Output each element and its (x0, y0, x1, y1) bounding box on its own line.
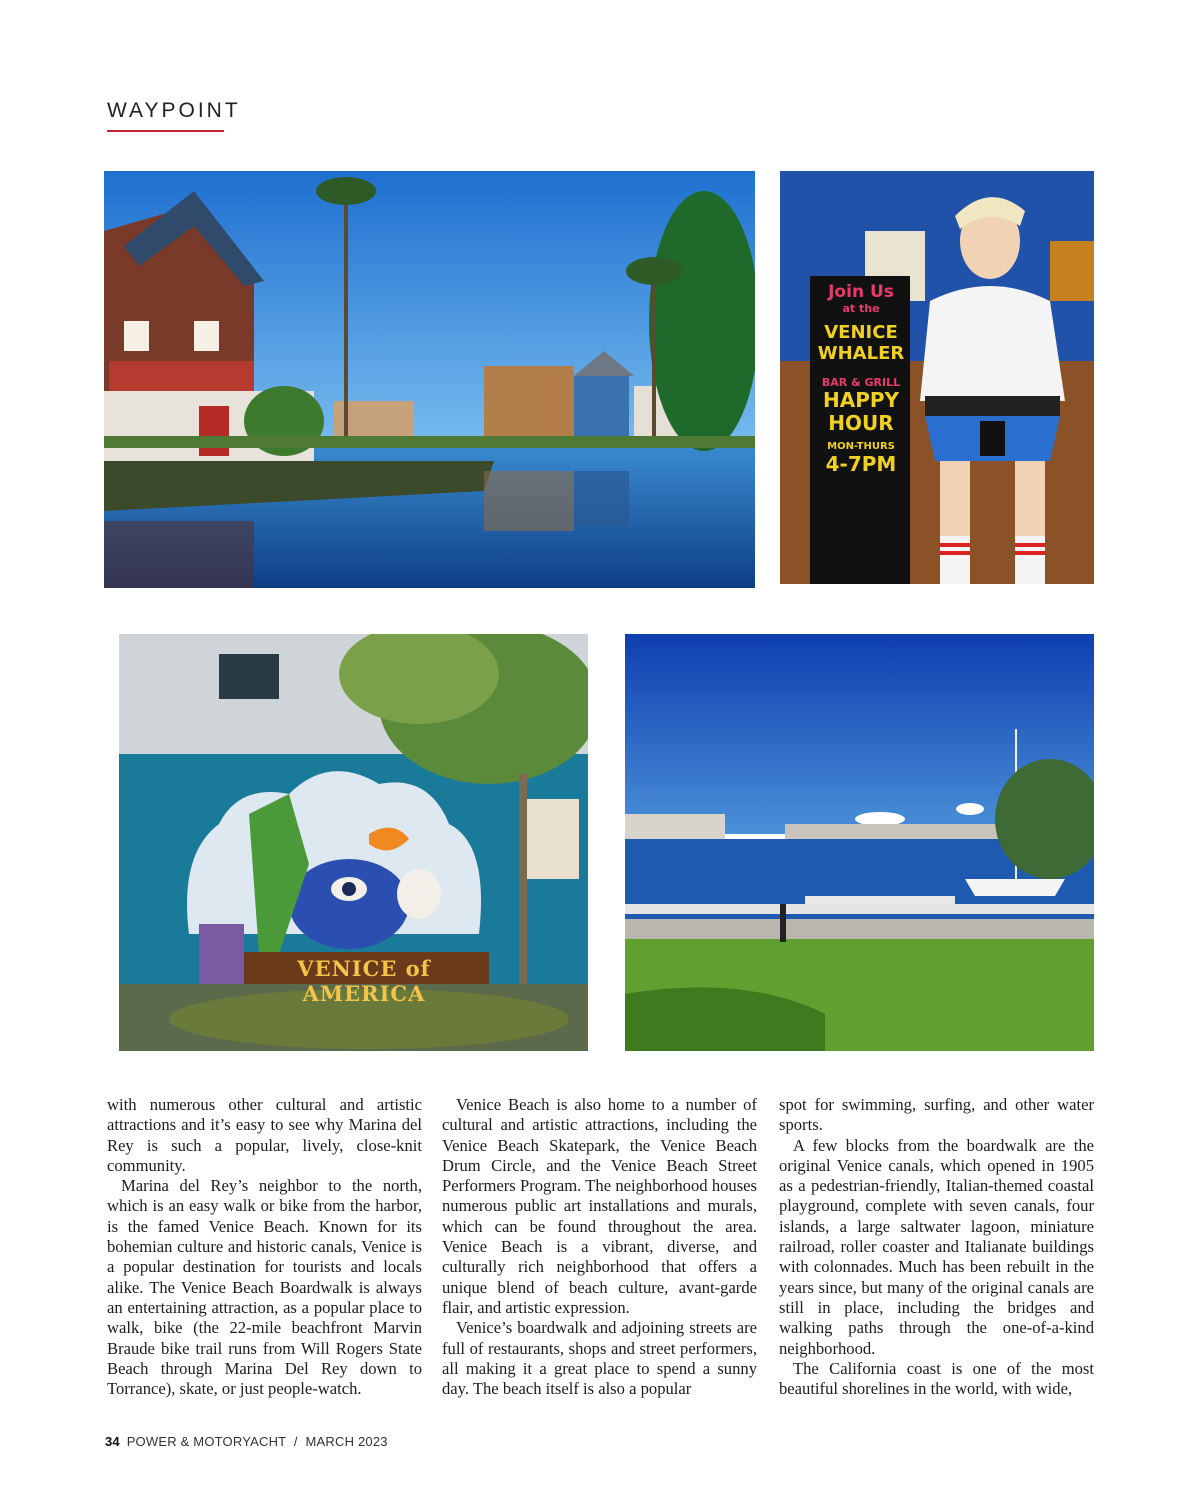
whaler-sign (816, 283, 906, 476)
photo-venice-canals (104, 171, 755, 588)
sign-line: WHALER (817, 342, 905, 364)
article-column-2 (442, 1095, 757, 1399)
photo-venice-mural (119, 634, 588, 1051)
sign-line: Join Us (828, 282, 894, 302)
sign-line: 4-7PM (825, 451, 897, 476)
section-label: WAYPOINT (107, 99, 241, 122)
article-column-1 (107, 1095, 422, 1399)
sign-line: HOUR (828, 411, 894, 436)
sign-line: MON-THURS (827, 441, 895, 453)
paragraph: spot for swimming, surfing, and other water sports. (779, 1095, 1094, 1135)
paragraph: Venice’s boardwalk and adjoining streets are full of restaurants, shops and street performers, all making it a great place to spend a sunny day. The beach itself is also a popular (442, 1318, 757, 1399)
issue-date: MARCH 2023 (305, 1434, 388, 1449)
sign-line: VENICE (824, 322, 898, 344)
sign-line: HAPPY (822, 388, 899, 413)
photo-marina-harbor (625, 634, 1094, 1051)
page-number: 34 (105, 1434, 120, 1449)
section-rule (107, 130, 224, 132)
publication-name: POWER & MOTORYACHT (126, 1434, 287, 1449)
mural-text: VENICE of AMERICA (297, 956, 431, 1006)
paragraph: Venice Beach is also home to a number of cultural and artistic attractions, including the Venice Beach Skatepark, the Venice Beach Drum Circle, and the Venice Beach Street Performers Program. The neighborhood houses numerous public art installations and murals, which can be found throughout the area. Venice Beach is a vibrant, diverse, and culturally rich neighborhood that offers a unique blend of beach culture, avant-garde flair, and artistic expression. (442, 1095, 757, 1317)
paragraph: A few blocks from the boardwalk are the original Venice canals, which opened in 1905 as a pedestrian-friendly, Italian-themed coastal playground, complete with seven canals, four islands, a large saltwater lagoon, miniature railroad, roller coaster and Italianate buildings with colonnades. Much has been rebuilt in the years since, but many of the original canals are still in place, including the bridges and walking paths through the one-of-a-kind neighborhood. (779, 1135, 1094, 1358)
paragraph: Marina del Rey’s neighbor to the north, which is an easy walk or bike from the harbor, is the famed Venice Beach. Known for its bohemian culture and historic canals, Venice is a popular destination for tourists and locals alike. The Venice Beach Boardwalk is always an entertaining attraction, as a popular place to walk, bike (the 22-mile beachfront Marvin Braude bike trail runs from Will Rogers State Beach through Marina Del Rey down to Torrance), skate, or just people-watch. (107, 1176, 422, 1399)
paragraph: with numerous other cultural and artistic attractions and it’s easy to see why Marina del Rey is such a popular, lively, close-knit community. (107, 1095, 422, 1175)
article-column-3 (779, 1095, 1094, 1399)
sign-line: BAR & GRILL (821, 375, 901, 389)
page-folio (105, 1434, 388, 1449)
folio-separator: / (293, 1434, 298, 1449)
sign-line: at the (842, 301, 880, 315)
photo-venice-whaler (780, 171, 1094, 584)
paragraph: The California coast is one of the most beautiful shorelines in the world, with wide, (779, 1358, 1094, 1399)
